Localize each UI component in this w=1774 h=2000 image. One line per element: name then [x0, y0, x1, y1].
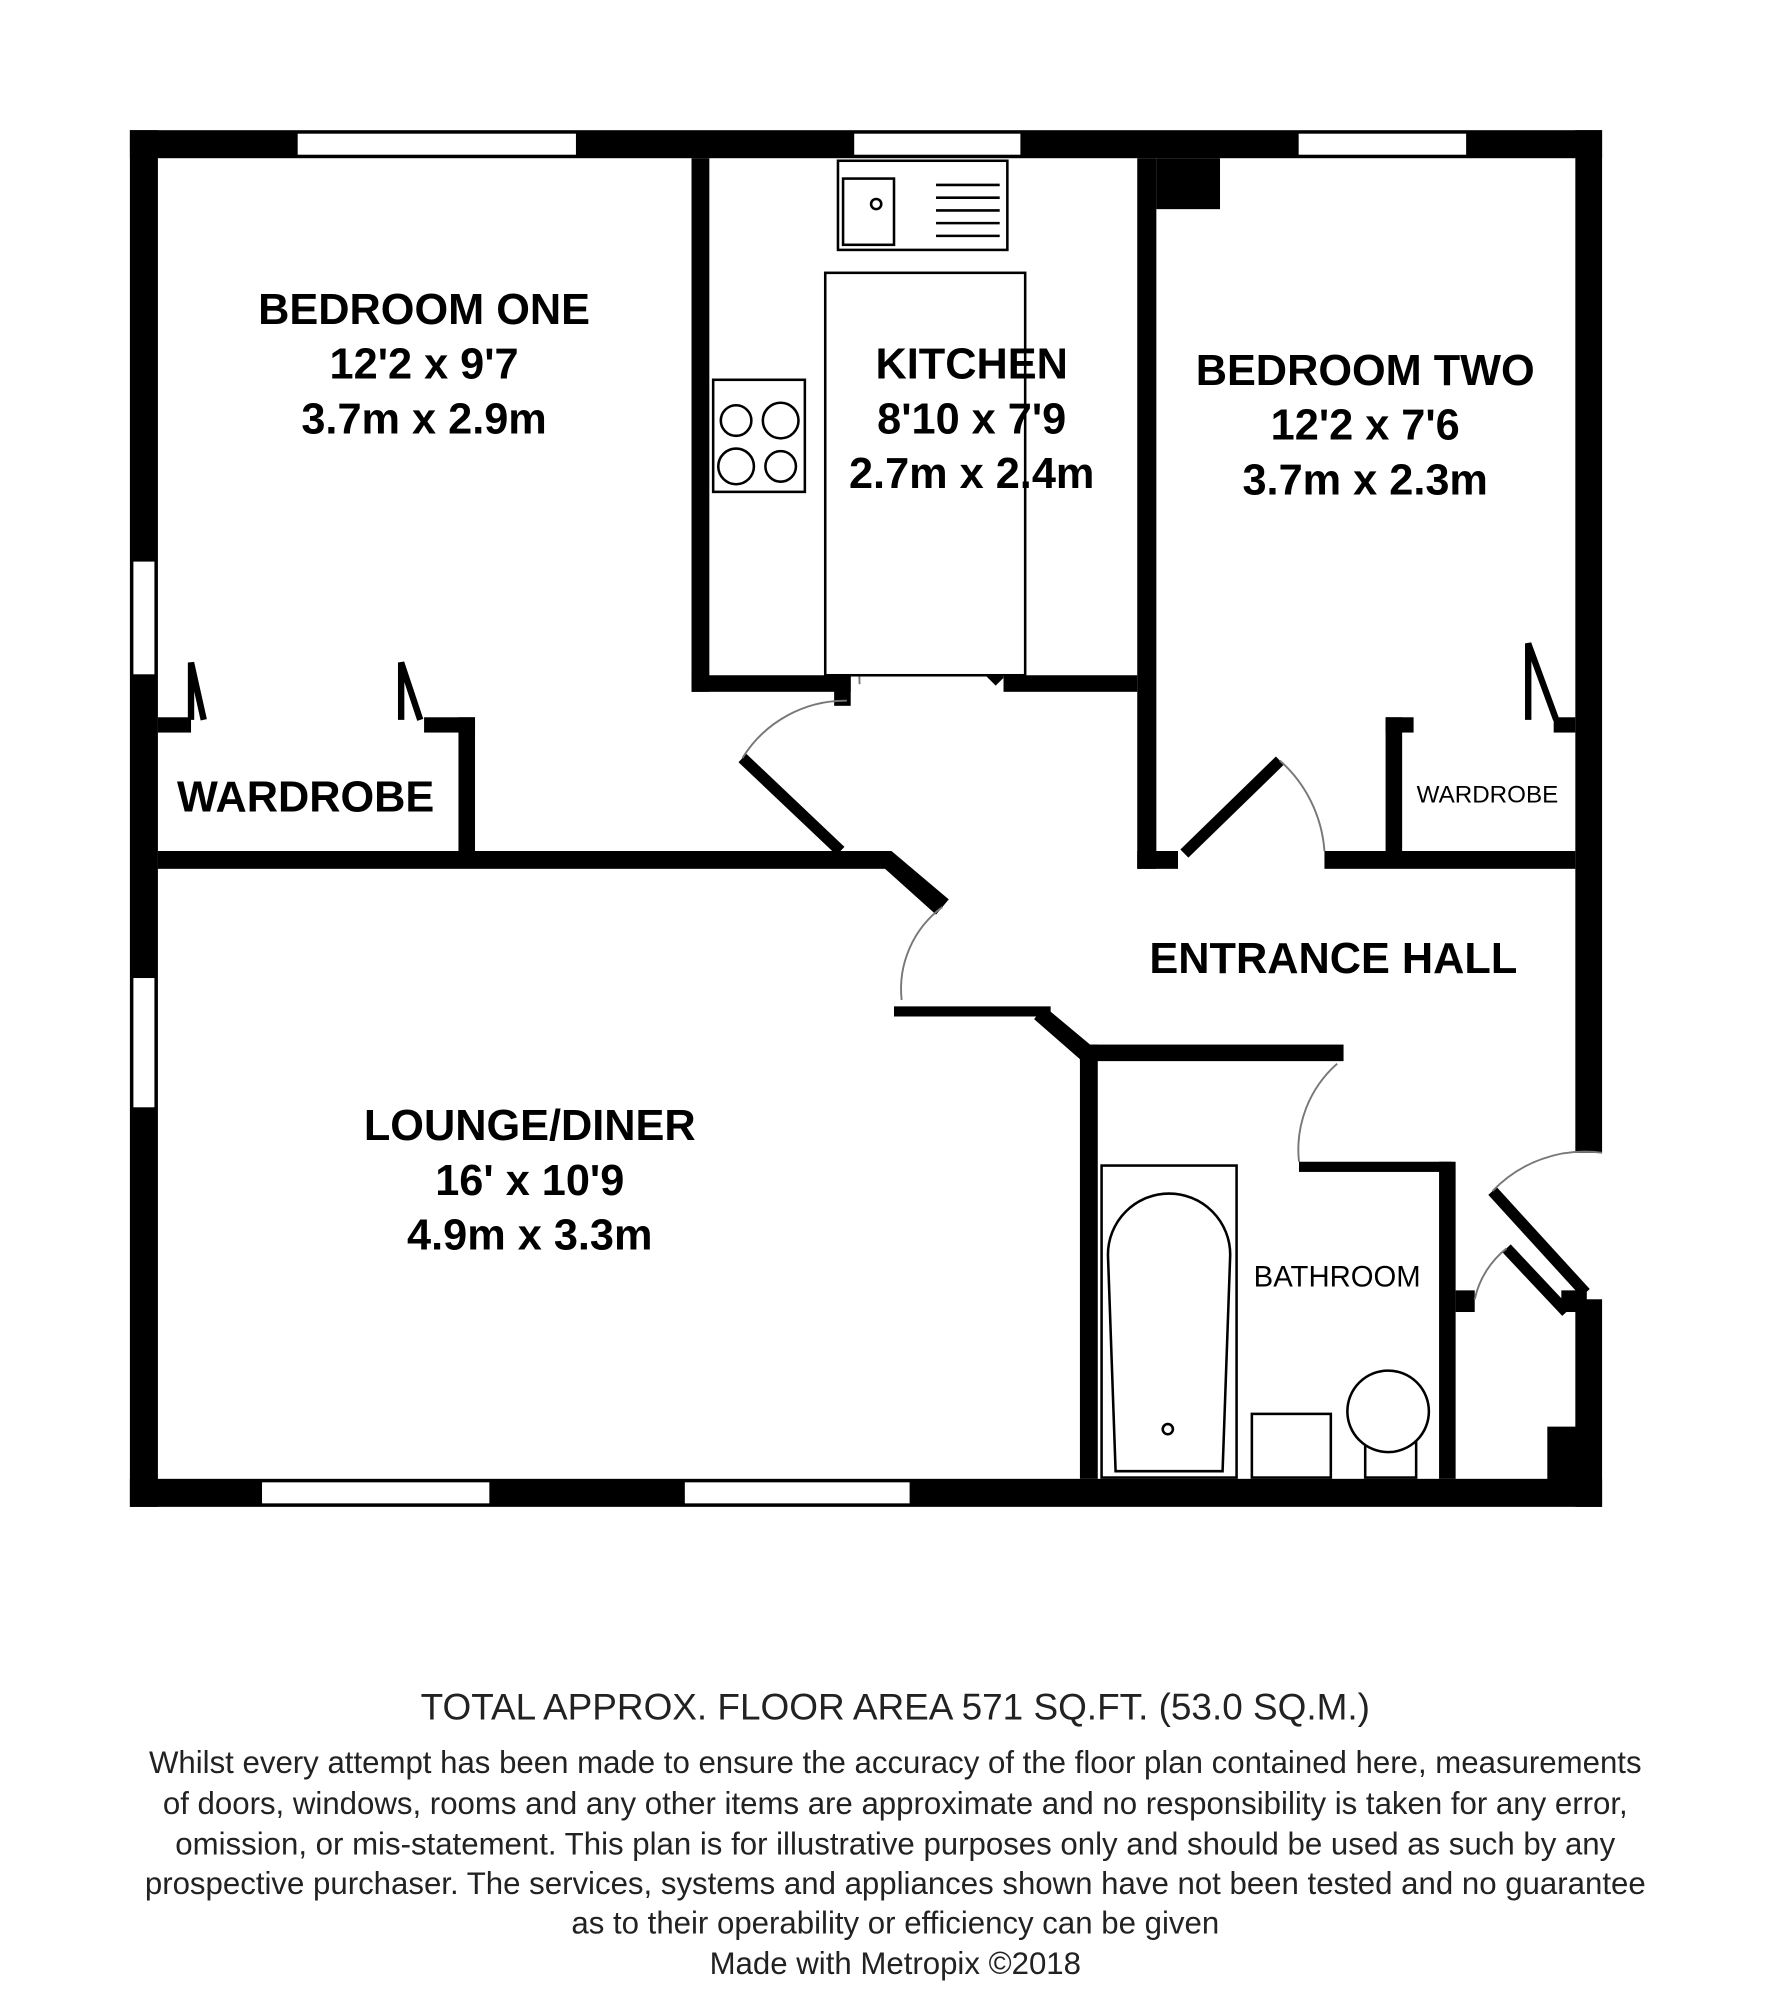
lounge-diner-name: LOUNGE/DINER	[363, 1102, 696, 1151]
bedroom-one-metric: 3.7m x 2.9m	[301, 395, 547, 444]
bedroom-one-imperial: 12'2 x 9'7	[329, 340, 519, 389]
bedroom-two-imperial: 12'2 x 7'6	[1270, 401, 1460, 450]
kitchen-name: KITCHEN	[875, 340, 1068, 389]
disclaimer-line: prospective purchaser. The services, systems and appliances shown have not been tested and no guarantee	[144, 1866, 1646, 1902]
kitchen-imperial: 8'10 x 7'9	[877, 395, 1067, 444]
basin-icon	[1252, 1414, 1331, 1478]
bedroom-one-name: BEDROOM ONE	[258, 285, 591, 334]
bedroom-two-name: BEDROOM TWO	[1195, 346, 1535, 395]
bathroom-label: BATHROOM	[1253, 1260, 1421, 1294]
lounge-diner-imperial: 16' x 10'9	[435, 1156, 625, 1205]
footer	[145, 1687, 1646, 1982]
disclaimer-line: of doors, windows, rooms and any other items are approximate and no responsibility is taken for any error,	[162, 1785, 1628, 1821]
entrance-hall-label: ENTRANCE HALL	[1149, 935, 1518, 984]
disclaimer-line: as to their operability or efficiency can be given	[571, 1905, 1220, 1941]
disclaimer-line: omission, or mis-statement. This plan is for illustrative purposes only and should be used as such by any	[175, 1826, 1616, 1862]
lounge-diner-metric: 4.9m x 3.3m	[407, 1211, 653, 1260]
wardrobe-two-label: WARDROBE	[1416, 781, 1559, 809]
credit-text: Made with Metropix ©2018	[709, 1946, 1081, 1982]
kitchen-metric: 2.7m x 2.4m	[848, 450, 1095, 499]
bedroom-two-metric: 3.7m x 2.3m	[1242, 456, 1488, 505]
total-floor-area: TOTAL APPROX. FLOOR AREA 571 SQ.FT. (53.0 SQ.M.)	[420, 1686, 1370, 1728]
disclaimer-line: Whilst every attempt has been made to ensure the accuracy of the floor plan contained here, measurements	[148, 1745, 1642, 1781]
wardrobe-one-label: WARDROBE	[177, 773, 435, 822]
